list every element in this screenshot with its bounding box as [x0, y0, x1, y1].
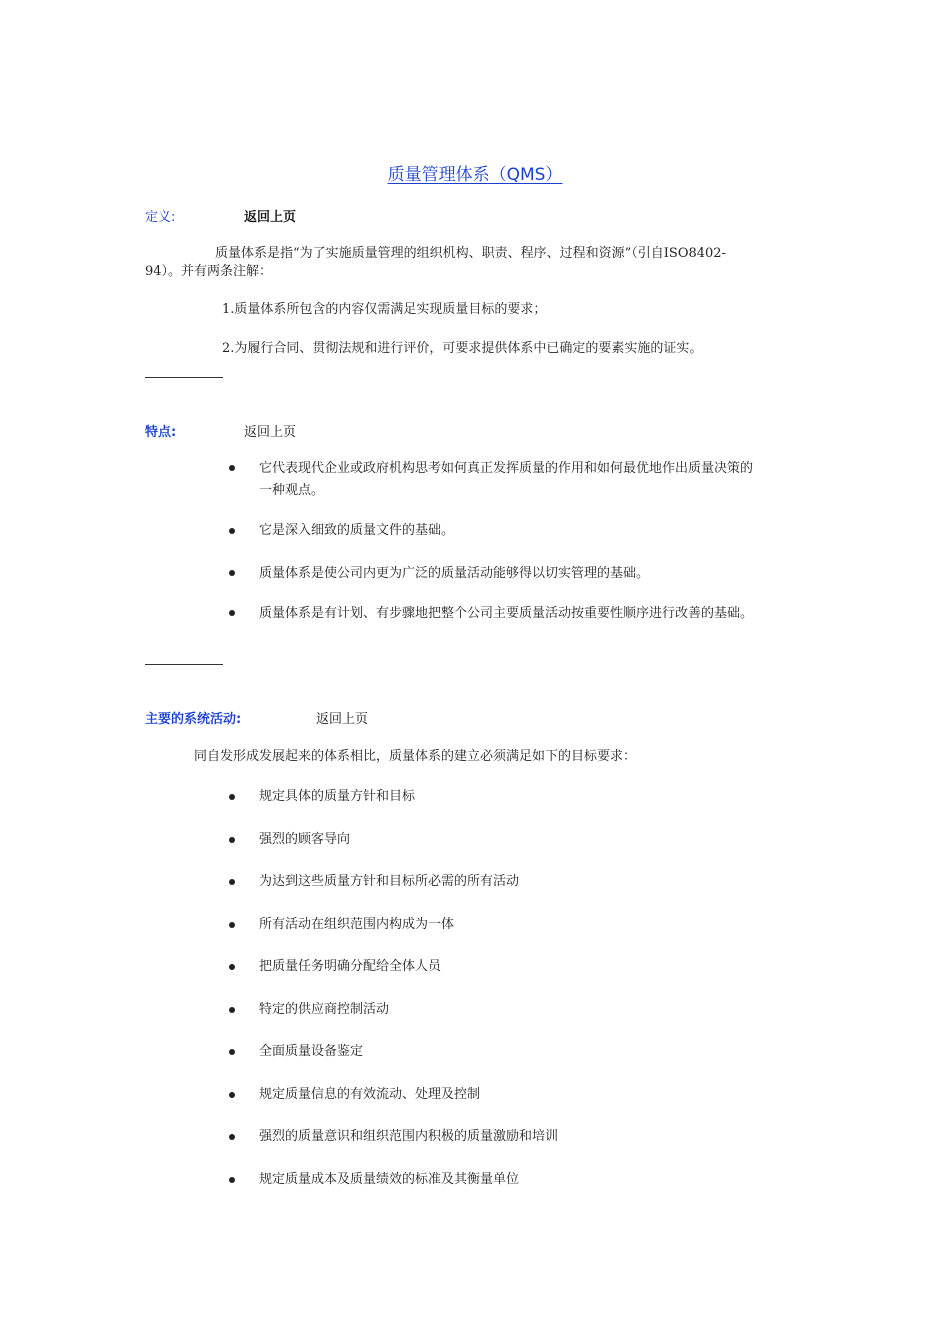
activities-item-5: 把质量任务明确分配给全体人员	[259, 959, 442, 974]
features-item-4: 质量体系是有计划、有步骤地把整个公司主要质量活动按重要性顺序进行改善的基础。	[259, 606, 754, 621]
features-label: 特点:	[145, 425, 177, 440]
bullet-icon	[229, 964, 235, 970]
back-link-activities[interactable]: 返回上页	[316, 712, 369, 727]
bullet-icon	[229, 610, 235, 616]
definition-intro-line1: 质量体系是指“为了实施质量管理的组织机构、职责、程序、过程和资源”（引自ISO8402-	[215, 246, 726, 261]
features-item-3: 质量体系是使公司内更为广泛的质量活动能够得以切实管理的基础。	[259, 566, 650, 581]
bullet-icon	[229, 1049, 235, 1055]
back-link-definition[interactable]: 返回上页	[244, 210, 297, 225]
bullet-icon	[229, 794, 235, 800]
activities-item-2: 强烈的顾客导向	[259, 832, 351, 847]
bullet-icon	[229, 1177, 235, 1183]
activities-item-8: 规定质量信息的有效流动、处理及控制	[259, 1087, 481, 1102]
bullet-icon	[229, 1092, 235, 1098]
definition-intro-line2: 94）。并有两条注解：	[145, 264, 273, 279]
bullet-icon	[229, 879, 235, 885]
bullet-icon	[229, 1134, 235, 1140]
bullet-icon	[229, 1007, 235, 1013]
features-item-2: 它是深入细致的质量文件的基础。	[259, 523, 455, 538]
section-divider	[145, 664, 223, 665]
activities-item-4: 所有活动在组织范围内构成为一体	[259, 917, 455, 932]
back-link-features[interactable]: 返回上页	[244, 425, 297, 440]
activities-label: 主要的系统活动:	[145, 712, 242, 727]
section-divider	[145, 377, 223, 378]
activities-item-10: 规定质量成本及质量绩效的标准及其衡量单位	[259, 1172, 520, 1187]
definition-note-1: 1.质量体系所包含的内容仅需满足实现质量目标的要求；	[222, 302, 547, 317]
activities-item-3: 为达到这些质量方针和目标所必需的所有活动	[259, 874, 520, 889]
activities-intro: 同自发形成发展起来的体系相比，质量体系的建立必须满足如下的目标要求：	[194, 749, 637, 764]
activities-item-7: 全面质量设备鉴定	[259, 1044, 364, 1059]
features-item-1: 它代表现代企业或政府机构思考如何真正发挥质量的作用和如何最优地作出质量决策的一种观点。	[259, 461, 754, 498]
bullet-icon	[229, 570, 235, 576]
bullet-icon	[229, 922, 235, 928]
page-title[interactable]: 质量管理体系（QMS）	[387, 165, 563, 185]
definition-label: 定义:	[145, 210, 176, 225]
bullet-icon	[229, 528, 235, 534]
definition-note-2: 2.为履行合同、贯彻法规和进行评价，可要求提供体系中已确定的要素实施的证实。	[222, 341, 703, 356]
bullet-icon	[229, 465, 235, 471]
activities-item-6: 特定的供应商控制活动	[259, 1002, 390, 1017]
activities-item-9: 强烈的质量意识和组织范围内积极的质量激励和培训	[259, 1129, 559, 1144]
activities-item-1: 规定具体的质量方针和目标	[259, 789, 416, 804]
bullet-icon	[229, 837, 235, 843]
